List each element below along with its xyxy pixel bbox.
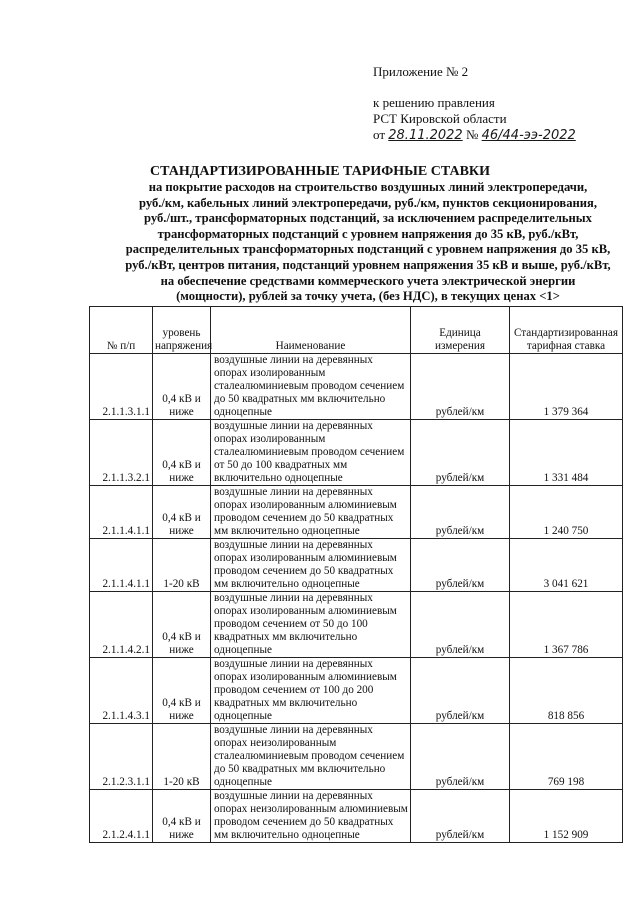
row-unit: рублей/км bbox=[411, 486, 510, 539]
row-voltage-level: 0,4 кВ и ниже bbox=[153, 354, 211, 420]
row-rate: 1 331 484 bbox=[510, 420, 623, 486]
row-number: 2.1.1.3.2.1 bbox=[90, 420, 153, 486]
row-name: воздушные линии на деревянных опорах изолированным алюминиевым проводом сечением до 50 квадратных мм включительно одноцепные bbox=[211, 486, 411, 539]
row-unit: рублей/км bbox=[411, 420, 510, 486]
table-row bbox=[90, 354, 623, 420]
subtitle-line: на покрытие расходов на строительство воздушных линий электропередачи, bbox=[148, 180, 588, 194]
row-voltage-level: 1-20 кВ bbox=[153, 539, 211, 592]
row-number: 2.1.1.4.1.1 bbox=[90, 539, 153, 592]
row-unit: рублей/км bbox=[411, 724, 510, 790]
decision-number: 46/44-ээ-2022 bbox=[481, 128, 576, 143]
row-rate: 1 367 786 bbox=[510, 592, 623, 658]
decision-number-prefix: № bbox=[465, 127, 479, 142]
row-voltage-level: 0,4 кВ и ниже bbox=[153, 592, 211, 658]
table-row bbox=[90, 592, 623, 658]
row-unit: рублей/км bbox=[411, 592, 510, 658]
subtitle-line: трансформаторных подстанций с уровнем напряжения до 35 кВ, руб./кВт, bbox=[157, 226, 579, 241]
row-voltage-level: 0,4 кВ и ниже bbox=[153, 790, 211, 843]
table-row bbox=[90, 486, 623, 539]
row-number: 2.1.1.4.1.1 bbox=[90, 486, 153, 539]
appendix-label: Приложение № 2 bbox=[373, 64, 469, 79]
row-rate: 3 041 621 bbox=[510, 539, 623, 592]
row-name: воздушные линии на деревянных опорах изолированным алюминиевым проводом сечением от 50 до 100 квадратных мм включительно одноцепные bbox=[211, 592, 411, 658]
table-row bbox=[90, 724, 623, 790]
row-number: 2.1.2.4.1.1 bbox=[90, 790, 153, 843]
header-num: № п/п bbox=[90, 307, 153, 354]
subtitle-line: на обеспечение средствами коммерческого учета электрической энергии bbox=[160, 273, 576, 288]
subtitle-line: руб./км, кабельных линий электропередачи, руб./км, пунктов секционирования, bbox=[138, 195, 598, 210]
decision-prefix: от bbox=[373, 127, 386, 142]
row-name: воздушные линии на деревянных опорах изолированным алюминиевым проводом сечением до 50 квадратных мм включительно одноцепные bbox=[211, 539, 411, 592]
subtitle-line: руб./шт., трансформаторных подстанций, за исключением распределительных bbox=[144, 211, 592, 226]
row-number: 2.1.2.3.1.1 bbox=[90, 724, 153, 790]
decision-line-2: РСТ Кировской области bbox=[373, 111, 507, 126]
document-subtitle bbox=[118, 180, 618, 305]
document-title: СТАНДАРТИЗИРОВАННЫЕ ТАРИФНЫЕ СТАВКИ bbox=[150, 164, 490, 179]
row-voltage-level: 0,4 кВ и ниже bbox=[153, 658, 211, 724]
tariff-rates-table bbox=[89, 306, 623, 843]
row-unit: рублей/км bbox=[411, 658, 510, 724]
row-number: 2.1.1.3.1.1 bbox=[90, 354, 153, 420]
subtitle-line: (мощности), рублей за точку учета, (без НДС), в текущих ценах <1> bbox=[176, 289, 560, 304]
header-rate: Стандартизированная тарифная ставка bbox=[510, 307, 623, 354]
table-row bbox=[90, 658, 623, 724]
row-rate: 1 379 364 bbox=[510, 354, 623, 420]
row-name: воздушные линии на деревянных опорах неизолированным сталеалюминиевым проводом сечением до 50 квадратных мм включительно одноцепные bbox=[211, 724, 411, 790]
decision-reference bbox=[373, 95, 576, 144]
row-rate: 818 856 bbox=[510, 658, 623, 724]
row-name: воздушные линии на деревянных опорах изолированным сталеалюминиевым проводом сечением от 50 до 100 квадратных мм включительно одноцепные bbox=[211, 420, 411, 486]
row-name: воздушные линии на деревянных опорах неизолированным алюминиевым проводом сечением до 50 квадратных мм включительно одноцепные bbox=[211, 790, 411, 843]
row-voltage-level: 0,4 кВ и ниже bbox=[153, 486, 211, 539]
row-voltage-level: 0,4 кВ и ниже bbox=[153, 420, 211, 486]
decision-date: 28.11.2022 bbox=[388, 128, 463, 143]
decision-line-1: к решению правления bbox=[373, 95, 495, 110]
row-name: воздушные линии на деревянных опорах изолированным алюминиевым проводом сечением от 100 до 200 квадратных мм включительно одноцепные bbox=[211, 658, 411, 724]
row-number: 2.1.1.4.2.1 bbox=[90, 592, 153, 658]
header-name: Наименование bbox=[211, 307, 411, 354]
row-voltage-level: 1-20 кВ bbox=[153, 724, 211, 790]
table-row bbox=[90, 539, 623, 592]
subtitle-line: руб./кВт, центров питания, подстанций уровнем напряжения 35 кВ и выше, руб./кВт, bbox=[125, 257, 611, 272]
subtitle-line: распределительных трансформаторных подстанций с уровнем напряжения до 35 кВ, bbox=[125, 242, 611, 257]
row-rate: 769 198 bbox=[510, 724, 623, 790]
row-unit: рублей/км bbox=[411, 790, 510, 843]
row-rate: 1 240 750 bbox=[510, 486, 623, 539]
table-header-row bbox=[90, 307, 623, 354]
table-row bbox=[90, 420, 623, 486]
row-rate: 1 152 909 bbox=[510, 790, 623, 843]
table-row bbox=[90, 790, 623, 843]
row-unit: рублей/км bbox=[411, 539, 510, 592]
row-name: воздушные линии на деревянных опорах изолированным сталеалюминиевым проводом сечением до 50 квадратных мм включительно одноцепные bbox=[211, 354, 411, 420]
row-number: 2.1.1.4.3.1 bbox=[90, 658, 153, 724]
header-unit: Единица измерения bbox=[411, 307, 510, 354]
decision-line-3 bbox=[373, 127, 576, 144]
header-level: уровень напряжения bbox=[153, 307, 211, 354]
row-unit: рублей/км bbox=[411, 354, 510, 420]
